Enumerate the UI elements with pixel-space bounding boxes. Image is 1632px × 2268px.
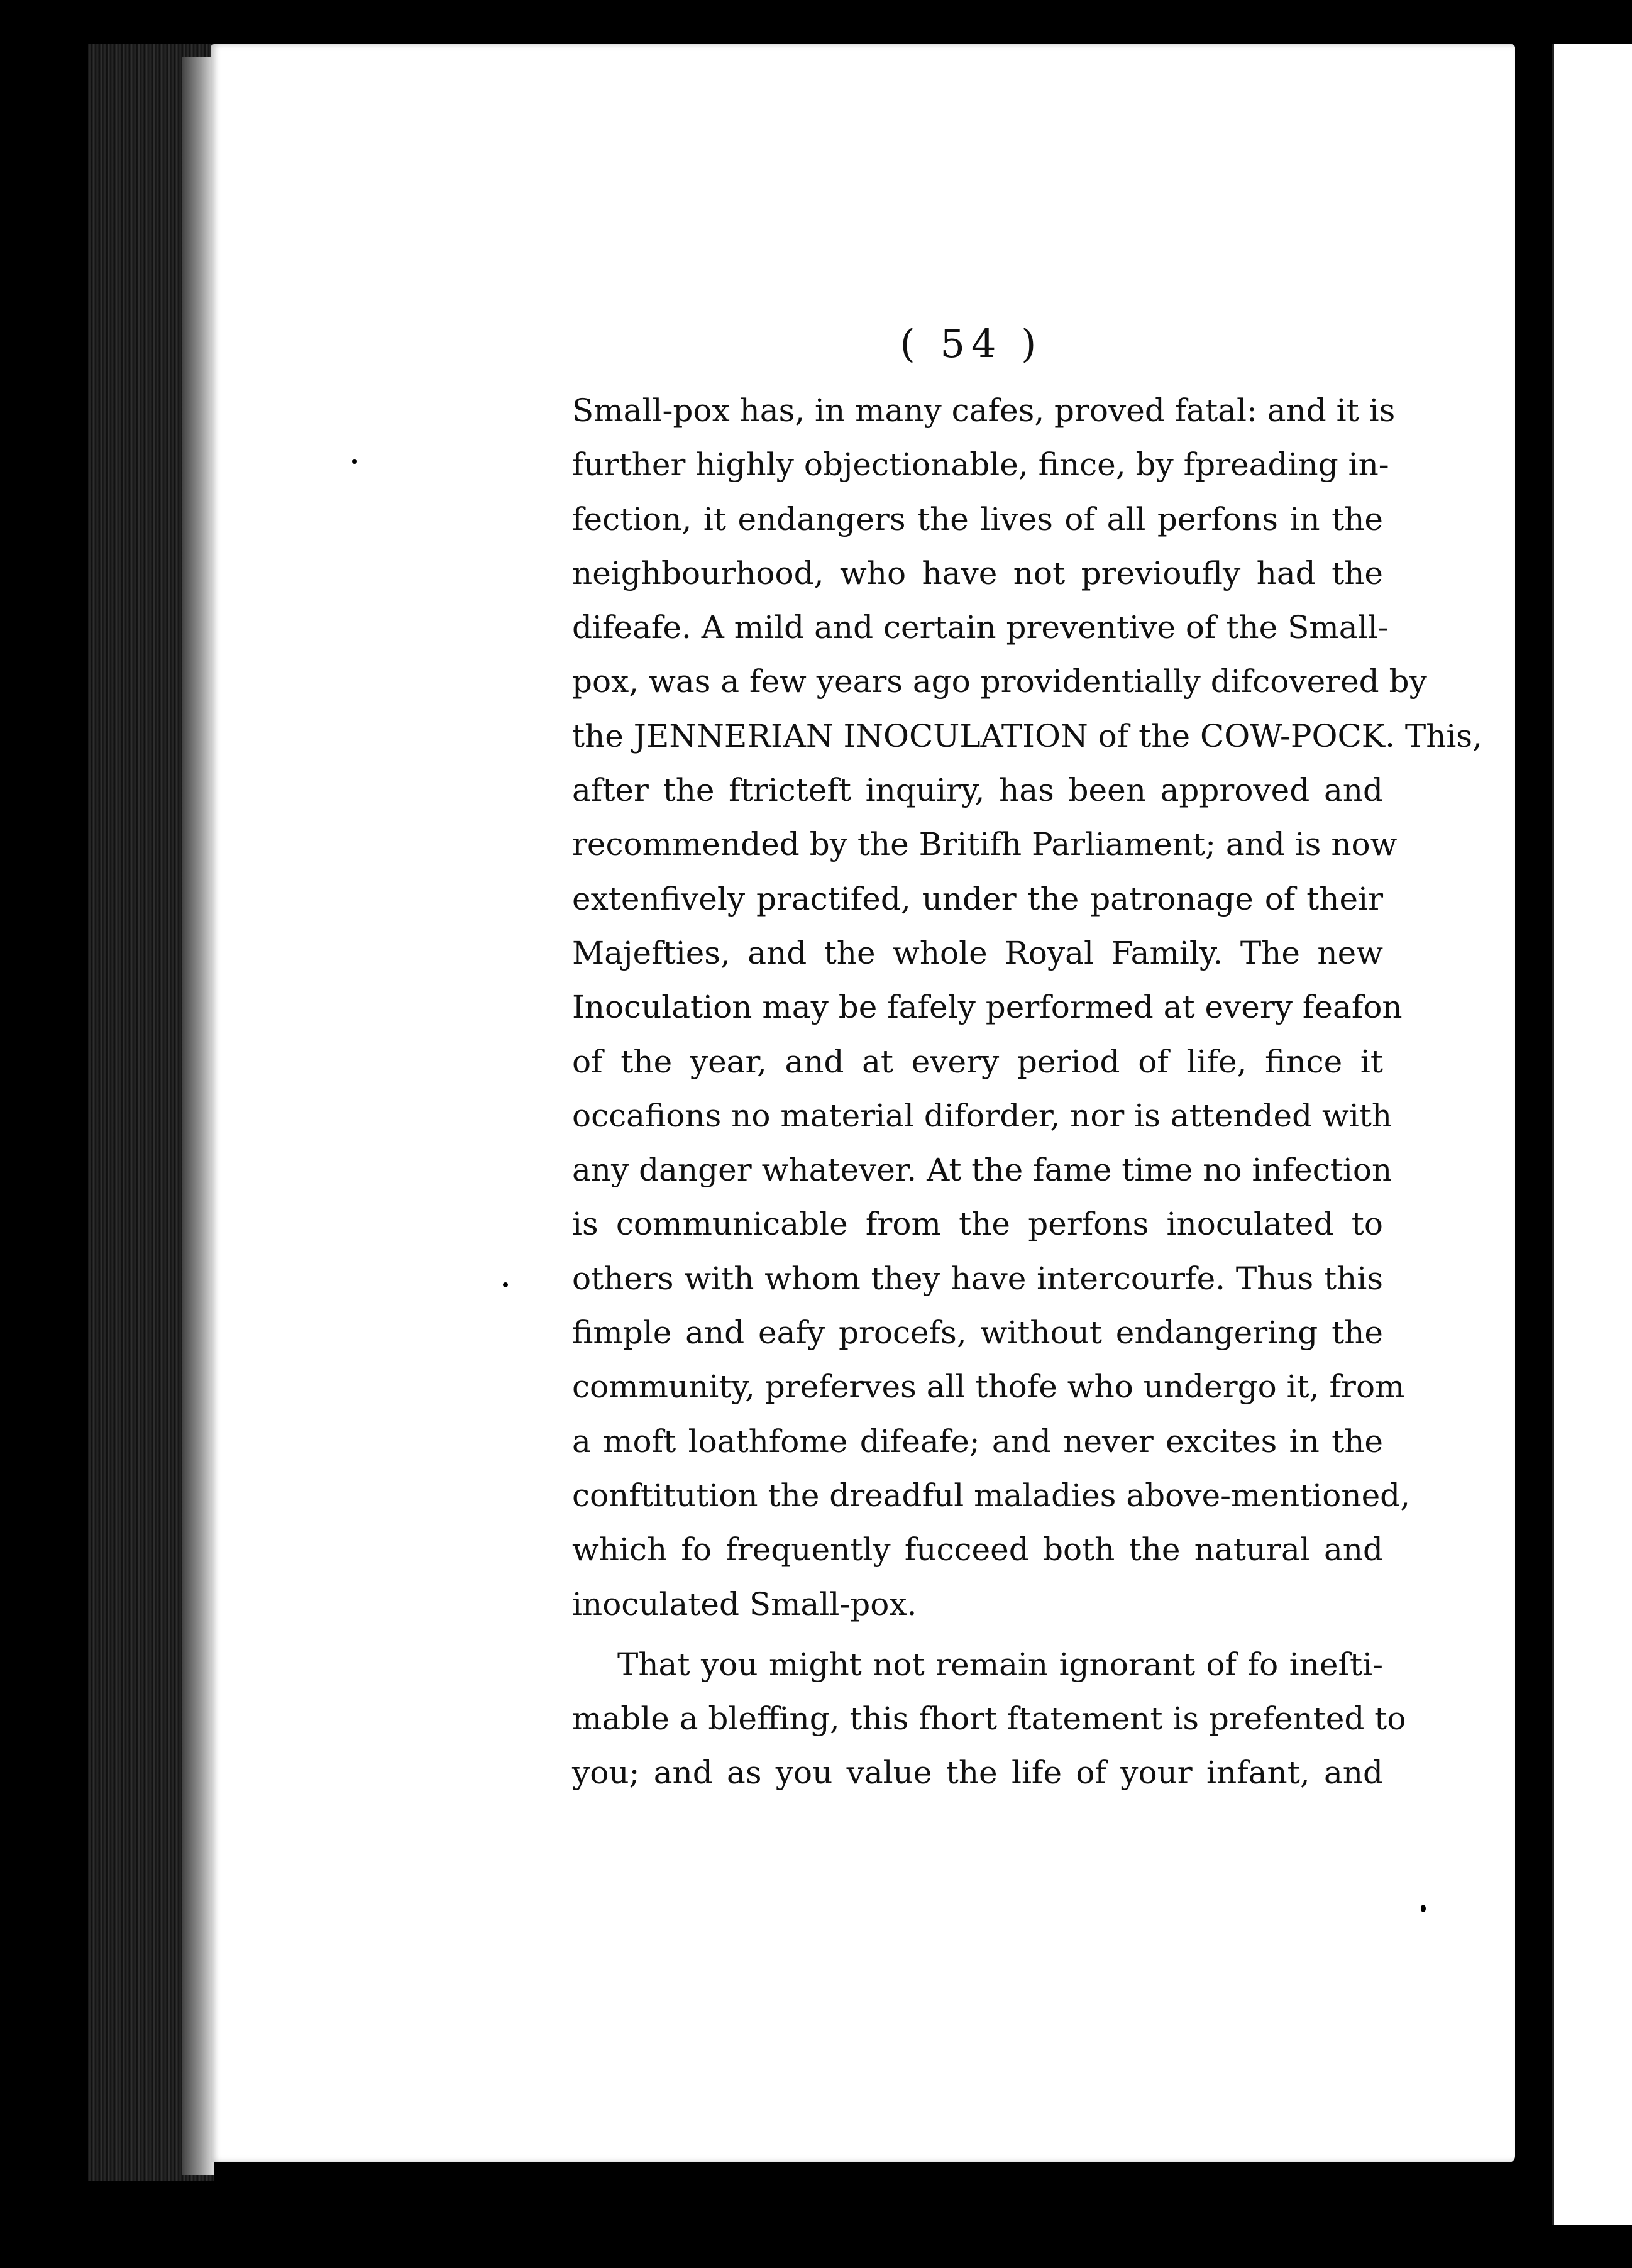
text-line: after the ftricteft inquiry, has been approved and bbox=[572, 772, 1383, 809]
text-line: difeafe. A mild and certain preventive of the Small- bbox=[572, 609, 1389, 646]
text-line: of the year, and at every period of life, fince it bbox=[572, 1043, 1383, 1080]
text-line: Inoculation may be fafely performed at every feafon bbox=[572, 989, 1403, 1026]
text-line: inoculated Small-pox. bbox=[572, 1585, 917, 1622]
text-line: conftitution the dreadful maladies above-mentioned, bbox=[572, 1477, 1411, 1514]
text-line: community, preferves all thofe who undergo it, from bbox=[572, 1368, 1405, 1406]
text-line: you; and as you value the life of your infant, and bbox=[572, 1754, 1383, 1792]
page-edge-highlight bbox=[182, 57, 214, 2175]
page-number: ( 54 ) bbox=[900, 321, 1043, 366]
text-line: any danger whatever. At the fame time no infection bbox=[572, 1152, 1392, 1189]
ink-speck bbox=[352, 459, 357, 464]
text-line: That you might not remain ignorant of fo ineſti- bbox=[617, 1646, 1383, 1683]
text-line: recommended by the Britifh Parliament; and is now bbox=[572, 826, 1398, 863]
text-line: fection, it endangers the lives of all perfons in the bbox=[572, 500, 1383, 537]
ink-speck bbox=[503, 1282, 508, 1287]
text-line: fimple and eafy procefs, without endangering the bbox=[572, 1314, 1383, 1351]
text-line: neighbourhood, who have not previoufly had the bbox=[572, 554, 1383, 592]
body-text bbox=[572, 383, 1482, 1800]
text-line: others with whom they have intercourfe. Thus this bbox=[572, 1260, 1383, 1297]
text-line: pox, was a few years ago providentially difcovered by bbox=[572, 663, 1427, 700]
facing-page bbox=[1552, 44, 1632, 2225]
text-line: Small-pox has, in many cafes, proved fatal: and it is bbox=[572, 392, 1396, 429]
text-line: extenfively practifed, under the patronage of their bbox=[572, 880, 1383, 917]
text-line: the JENNERIAN INOCULATION of the COW-POCK. This, bbox=[572, 717, 1482, 754]
paragraph-gap bbox=[572, 1631, 1383, 1638]
text-line: occafions no material diforder, nor is attended with bbox=[572, 1097, 1392, 1134]
text-line: mable a bleffing, this fhort ftatement is prefented to bbox=[572, 1700, 1406, 1737]
text-line: which fo frequently fucceed both the natural and bbox=[572, 1531, 1383, 1568]
text-line: Majefties, and the whole Royal Family. The new bbox=[572, 934, 1383, 971]
ink-speck bbox=[1421, 1905, 1426, 1912]
text-line: is communicable from the perfons inoculated to bbox=[572, 1206, 1383, 1243]
text-line: further highly objectionable, fince, by fpreading in- bbox=[572, 446, 1389, 483]
text-line: a moft loathfome difeafe; and never excites in the bbox=[572, 1423, 1383, 1460]
